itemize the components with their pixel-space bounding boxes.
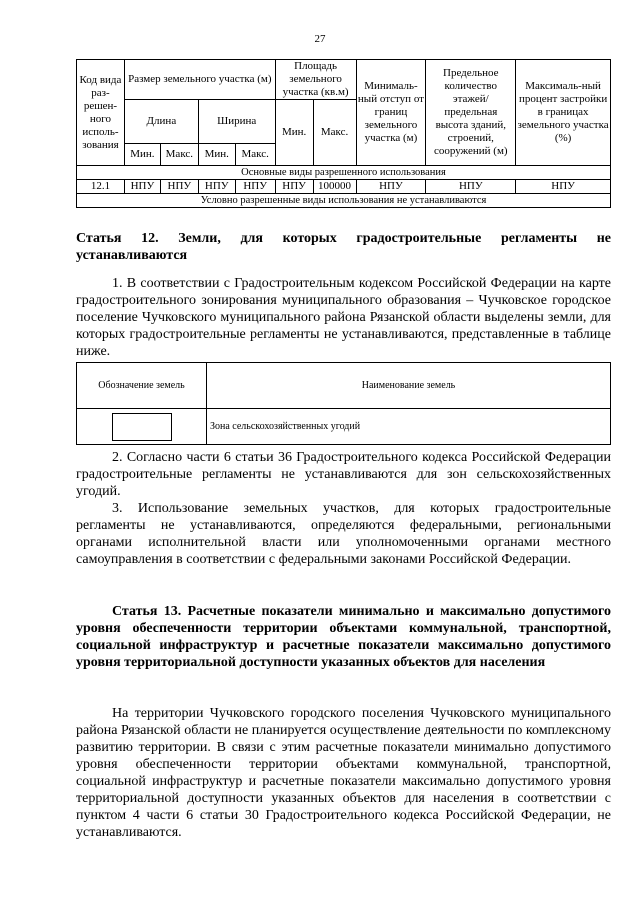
- lands-table: [76, 362, 611, 445]
- header-length-min: Мин.: [124, 144, 160, 166]
- article-12-heading: Статья 12. Земли, для которых градостроительные регламенты не устанавливаются: [76, 231, 611, 263]
- header-area: Площадь земельного участка (кв.м): [275, 60, 356, 100]
- cell-code: 12.1: [77, 180, 125, 194]
- cell-coverage: НПУ: [516, 180, 611, 194]
- cell-length-min: НПУ: [124, 180, 160, 194]
- zone-parameters-table: [76, 59, 611, 208]
- header-length: Длина: [124, 100, 198, 144]
- article-12-paragraph-2: 2. Согласно части 6 статьи 36 Градостроительного кодекса Российской Федерации градостроительные регламенты не устанавливаются для зон сельскохозяйственных угодий.: [76, 450, 611, 499]
- cell-area-max: 100000: [313, 180, 356, 194]
- land-name-cell: Зона сельскохозяйственных угодий: [207, 409, 611, 445]
- article-13-paragraph-1: На территории Чучковского городского поселения Чучковского муниципального района Рязанской области не планируется осуществление деятельности по комплексному развитию территории. В связи с этим расчетные показатели минимально допустимого уровня обеспеченности территории объектами коммунальной, транспортной, социальной инфраструктур и расчетные показатели максимально допустимого уровня территориальной доступности указанных объектов для населения в соответствии с пунктом 4 части 6 статьи 30 Градостроительного кодекса Российской Федерации, не устанавливаются.: [76, 706, 611, 840]
- header-code: Код вида раз-решен-ного исполь-зования: [77, 60, 125, 166]
- conditional-uses-row: Условно разрешенные виды использования не устанавливаются: [77, 194, 611, 208]
- cell-area-min: НПУ: [275, 180, 313, 194]
- header-width-min: Мин.: [198, 144, 235, 166]
- cell-floors: НПУ: [426, 180, 516, 194]
- header-area-min: Мин.: [275, 100, 313, 166]
- article-12-paragraph-3: 3. Использование земельных участков, для которых градостроительные регламенты не устанавливаются, определяются федеральными, региональными органами исполнительной власти или уполномоченными органами местного самоуправления в соответствии с федеральными законами Российской Федерации.: [76, 501, 611, 567]
- article-13-heading: Статья 13. Расчетные показатели минимально и максимально допустимого уровня обеспеченности территории объектами коммунальной, транспортной, социальной инфраструктур и расчетные показатели максимально допустимого уровня территориальной доступности указанных объектов для населения: [76, 604, 611, 670]
- header-name: Наименование земель: [207, 363, 611, 409]
- designation-cell: [77, 409, 207, 445]
- zone-swatch: [112, 413, 172, 441]
- main-uses-row: Основные виды разрешенного использования: [77, 166, 611, 180]
- article-12-paragraph-1: 1. В соответствии с Градостроительным кодексом Российской Федерации на карте градостроительного зонирования муниципального образования – Чучковское городское поселение Чучковского муниципального района Рязанской области выделены земли, для которых градостроительные регламенты не устанавливаются, представленные в таблице ниже.: [76, 276, 611, 359]
- cell-width-max: НПУ: [235, 180, 275, 194]
- cell-width-min: НПУ: [198, 180, 235, 194]
- header-length-max: Макс.: [160, 144, 198, 166]
- page-number: 27: [314, 33, 326, 45]
- cell-length-max: НПУ: [160, 180, 198, 194]
- header-width-max: Макс.: [235, 144, 275, 166]
- header-coverage: Максималь-ный процент застройки в границах земельного участка (%): [516, 60, 611, 166]
- header-designation: Обозначение земель: [77, 363, 207, 409]
- header-floors: Предельное количество этажей/ предельная высота зданий, строений, сооружений (м): [426, 60, 516, 166]
- header-setback: Минималь-ный отступ от границ земельного участка (м): [356, 60, 426, 166]
- header-width: Ширина: [198, 100, 275, 144]
- cell-setback: НПУ: [356, 180, 426, 194]
- header-size: Размер земельного участка (м): [124, 60, 275, 100]
- header-area-max: Макс.: [313, 100, 356, 166]
